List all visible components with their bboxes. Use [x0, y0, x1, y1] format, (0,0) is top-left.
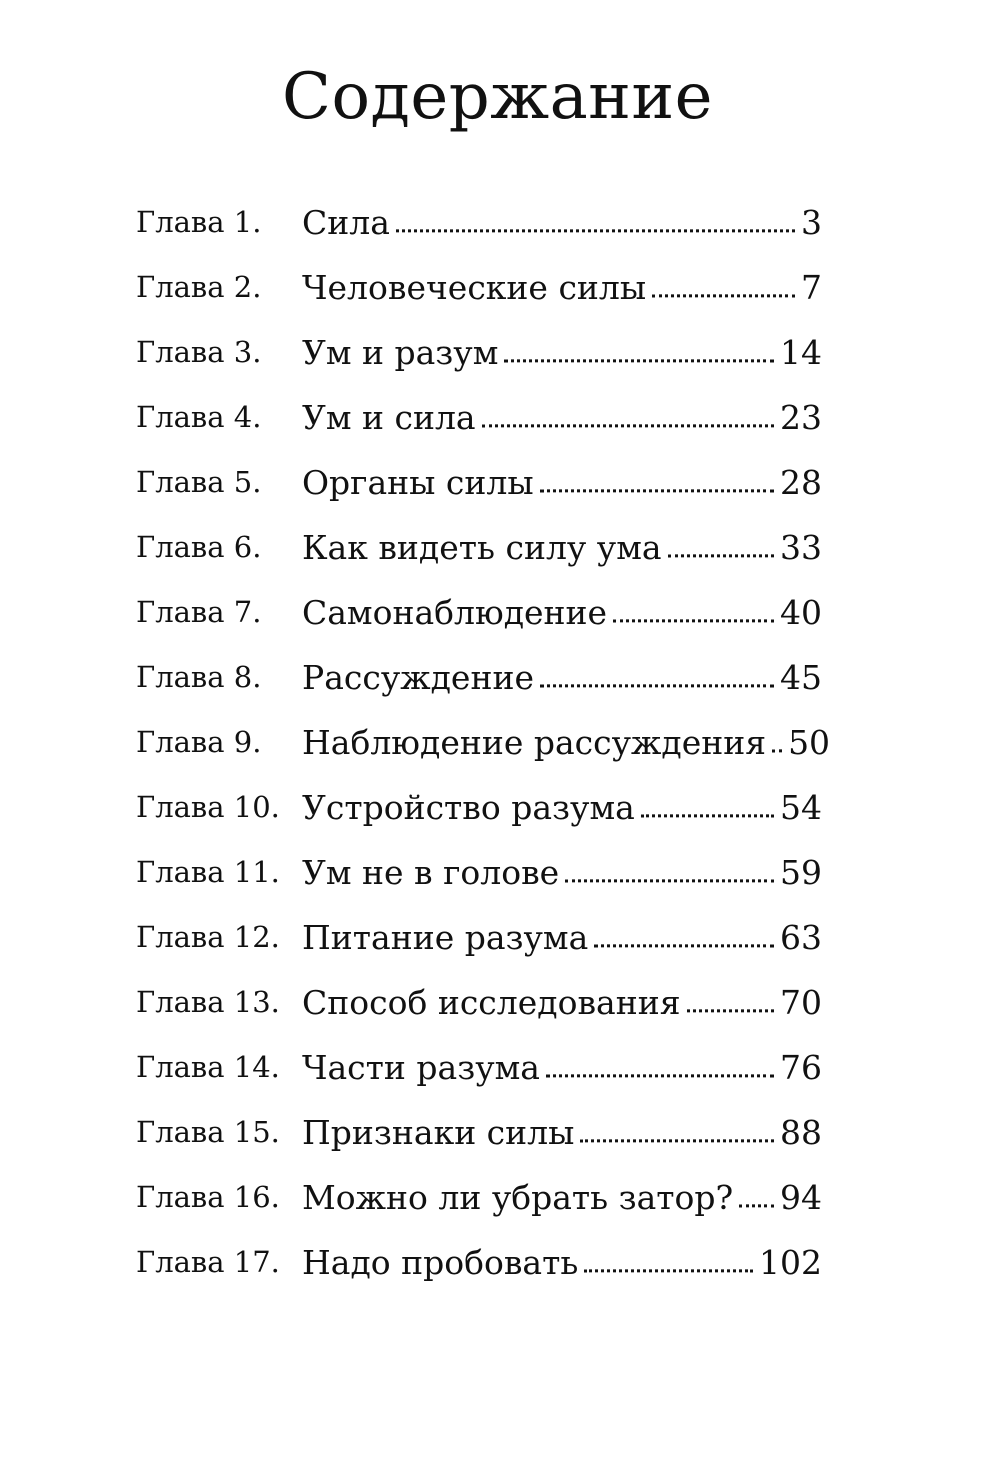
- chapter-entry: [302, 463, 822, 502]
- toc-entry-15: [136, 1100, 856, 1165]
- chapter-title: Как видеть силу ума: [302, 528, 662, 567]
- chapter-entry: [302, 723, 831, 762]
- chapter-entry: [302, 1113, 822, 1152]
- chapter-title: Можно ли убрать затор?: [302, 1178, 734, 1217]
- toc-entry-11: [136, 840, 856, 905]
- chapter-title: Органы силы: [302, 463, 534, 502]
- chapter-entry: [302, 658, 822, 697]
- dot-leader: [594, 930, 774, 948]
- dot-leader: [540, 475, 774, 493]
- toc-entry-1: [136, 190, 856, 255]
- page-number: 76: [780, 1048, 822, 1087]
- toc-entry-4: [136, 385, 856, 450]
- dot-leader: [739, 1190, 774, 1208]
- page-number: 88: [780, 1113, 822, 1152]
- chapter-title: Ум и разум: [302, 333, 499, 372]
- dot-leader: [584, 1255, 753, 1273]
- chapter-label: Глава 14.: [136, 1050, 280, 1084]
- chapter-entry: [302, 203, 822, 242]
- page-number: 40: [780, 593, 822, 632]
- chapter-entry: [302, 398, 822, 437]
- chapter-title: Сила: [302, 203, 390, 242]
- page-number: 102: [759, 1243, 822, 1282]
- dot-leader: [565, 865, 774, 883]
- page-number: 3: [801, 203, 822, 242]
- page-number: 59: [780, 853, 822, 892]
- dot-leader: [396, 215, 795, 233]
- chapter-label: Глава 12.: [136, 920, 280, 954]
- chapter-entry: [302, 593, 822, 632]
- page-number: 50: [788, 723, 831, 762]
- page-number: 23: [780, 398, 822, 437]
- toc-entry-9: [136, 710, 856, 775]
- chapter-label: Глава 11.: [136, 855, 280, 889]
- toc-entry-17: [136, 1230, 856, 1295]
- dot-leader: [546, 1060, 774, 1078]
- page-number: 7: [801, 268, 822, 307]
- chapter-entry: [302, 1243, 822, 1282]
- toc-entry-13: [136, 970, 856, 1035]
- chapter-title: Способ исследования: [302, 983, 681, 1022]
- chapter-label: Глава 13.: [136, 985, 280, 1019]
- chapter-label: Глава 6.: [136, 530, 262, 564]
- chapter-entry: [302, 788, 822, 827]
- chapter-title: Человеческие силы: [302, 268, 647, 307]
- page-number: 45: [780, 658, 822, 697]
- chapter-title: Ум не в голове: [302, 853, 560, 892]
- chapter-label: Глава 15.: [136, 1115, 280, 1149]
- page-number: 54: [780, 788, 822, 827]
- page-number: 70: [780, 983, 822, 1022]
- chapter-title: Наблюдение рассуждения: [302, 723, 767, 762]
- chapter-title: Рассуждение: [302, 658, 534, 697]
- chapter-title: Ум и сила: [302, 398, 476, 437]
- page-number: 94: [780, 1178, 822, 1217]
- dot-leader: [652, 280, 795, 298]
- page-number: 14: [780, 333, 822, 372]
- toc-entry-14: [136, 1035, 856, 1100]
- chapter-entry: [302, 333, 822, 372]
- chapter-label: Глава 4.: [136, 400, 262, 434]
- page-number: 28: [780, 463, 822, 502]
- toc-entry-3: [136, 320, 856, 385]
- chapter-label: Глава 1.: [136, 205, 262, 239]
- chapter-title: Части разума: [302, 1048, 540, 1087]
- chapter-entry: [302, 918, 822, 957]
- chapter-label: Глава 5.: [136, 465, 262, 499]
- chapter-label: Глава 9.: [136, 725, 262, 759]
- toc-entry-16: [136, 1165, 856, 1230]
- chapter-label: Глава 8.: [136, 660, 262, 694]
- page-number: 63: [780, 918, 822, 957]
- chapter-title: Надо пробовать: [302, 1243, 579, 1282]
- dot-leader: [772, 735, 782, 753]
- chapter-title: Самонаблюдение: [302, 593, 608, 632]
- dot-leader: [641, 800, 774, 818]
- toc-entry-2: [136, 255, 856, 320]
- toc-entry-5: [136, 450, 856, 515]
- chapter-entry: [302, 1178, 822, 1217]
- toc-entry-7: [136, 580, 856, 645]
- toc-entry-8: [136, 645, 856, 710]
- dot-leader: [580, 1125, 774, 1143]
- chapter-label: Глава 7.: [136, 595, 262, 629]
- chapter-entry: [302, 853, 822, 892]
- dot-leader: [687, 995, 774, 1013]
- toc-entry-12: [136, 905, 856, 970]
- chapter-label: Глава 3.: [136, 335, 262, 369]
- chapter-label: Глава 16.: [136, 1180, 280, 1214]
- dot-leader: [540, 670, 774, 688]
- page-title: Содержание: [282, 60, 713, 134]
- toc-entry-6: [136, 515, 856, 580]
- chapter-label: Глава 17.: [136, 1245, 280, 1279]
- chapter-title: Признаки силы: [302, 1113, 575, 1152]
- chapter-entry: [302, 268, 822, 307]
- page-number: 33: [780, 528, 822, 567]
- dot-leader: [668, 540, 774, 558]
- chapter-title: Питание разума: [302, 918, 589, 957]
- chapter-label: Глава 10.: [136, 790, 280, 824]
- chapter-entry: [302, 528, 822, 567]
- chapter-entry: [302, 1048, 822, 1087]
- chapter-title: Устройство разума: [302, 788, 635, 827]
- dot-leader: [504, 345, 774, 363]
- toc-entry-10: [136, 775, 856, 840]
- table-of-contents: [136, 190, 856, 1295]
- chapter-entry: [302, 983, 822, 1022]
- chapter-label: Глава 2.: [136, 270, 262, 304]
- dot-leader: [613, 605, 774, 623]
- dot-leader: [482, 410, 774, 428]
